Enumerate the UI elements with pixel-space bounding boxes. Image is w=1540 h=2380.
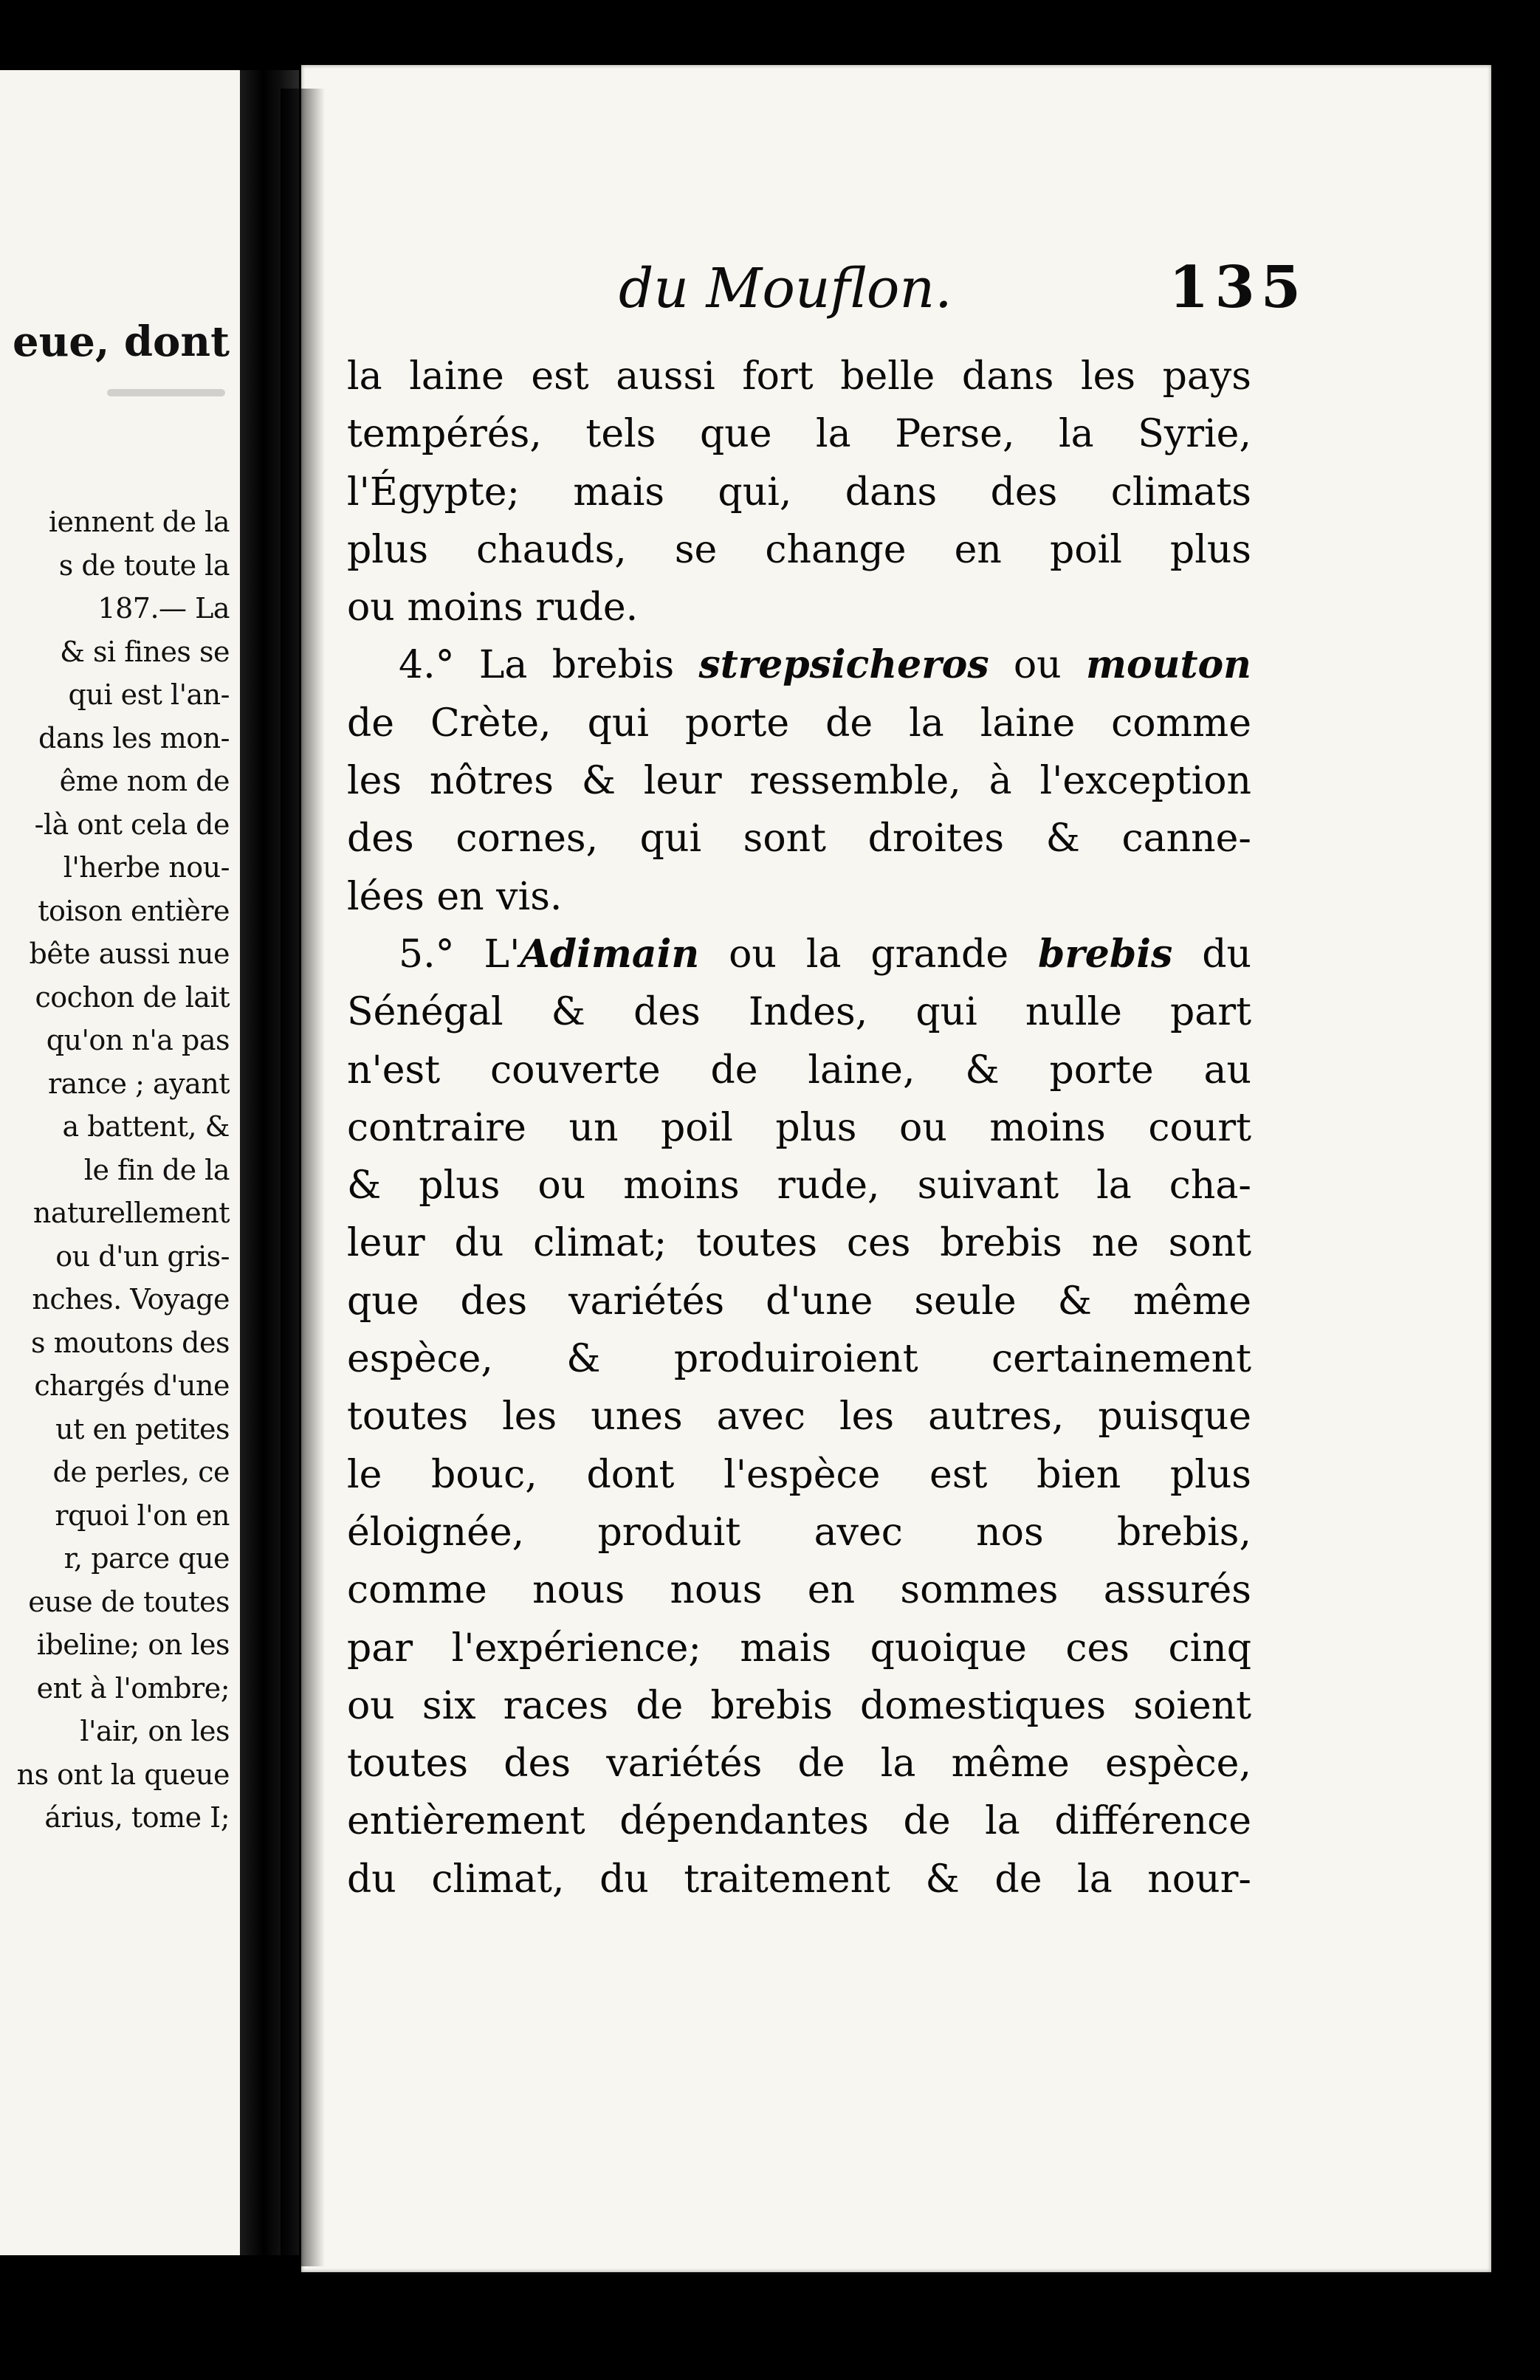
left-page-line: euse de toutes — [28, 1585, 230, 1618]
body-line: lées en vis. — [347, 874, 563, 919]
body-line: l'Égypte; mais qui, dans des climats — [347, 470, 1251, 515]
scan-bottom-edge — [0, 2274, 1540, 2380]
left-page-line: s moutons des — [31, 1326, 230, 1359]
body-line: n'est couverte de laine, & porte au — [347, 1048, 1251, 1093]
body-line: éloignée, produit avec nos brebis, — [347, 1510, 1251, 1555]
body-line: ou six races de brebis domestiques soient — [347, 1683, 1251, 1728]
running-head: du Mouflon. — [619, 257, 952, 320]
left-page-line: ns ont la queue — [16, 1758, 230, 1791]
left-page-line: qui est l'an- — [68, 678, 230, 711]
body-line — [347, 636, 1251, 694]
left-page-line: chargés d'une — [34, 1369, 230, 1402]
left-page-line: -là ont cela de — [34, 808, 230, 841]
left-page-line: bête aussi nue — [29, 938, 230, 970]
left-page-line: l'herbe nou- — [63, 851, 230, 884]
left-page-fragment — [0, 70, 240, 2255]
left-page-line: le fin de la — [83, 1153, 230, 1186]
body-line — [347, 926, 1251, 983]
body-line: des cornes, qui sont droites & canne- — [347, 816, 1251, 861]
left-page-line: de perles, ce — [52, 1456, 230, 1488]
italic-term: strepsicheros — [698, 642, 989, 688]
body-text-run: 4.° La brebis — [399, 643, 699, 688]
left-page-line: ut en petites — [55, 1412, 230, 1445]
body-line: toutes les unes avec les autres, puisque — [347, 1394, 1251, 1440]
left-page-line: & si fines se — [60, 635, 230, 668]
left-page-line: s de toute la — [58, 548, 230, 582]
body-text-run: ou — [989, 643, 1086, 688]
body-line: par l'expérience; mais quoique ces cinq — [347, 1626, 1251, 1671]
body-line: Sénégal & des Indes, qui nulle part — [347, 990, 1251, 1035]
body-text — [347, 348, 1251, 1908]
body-line: les nôtres & leur ressemble, à l'exception — [347, 759, 1251, 804]
body-line: de Crète, qui porte de la laine comme — [347, 701, 1251, 746]
gutter-shadow — [281, 89, 325, 2266]
left-page-line: a battent, & — [62, 1110, 230, 1143]
body-text-run: 5.° L' — [399, 932, 520, 977]
body-line: plus chauds, se change en poil plus — [347, 527, 1251, 572]
body-line: tempérés, tels que la Perse, la Syrie, — [347, 412, 1251, 457]
left-page-line: qu'on n'a pas — [46, 1024, 230, 1056]
faint-bleed-line — [107, 389, 225, 396]
italic-term: Adimain — [520, 931, 700, 977]
left-page-line: árius, tome I; — [44, 1801, 230, 1834]
body-line: que des variétés d'une seule & même — [347, 1279, 1251, 1324]
left-page-line: l'air, on les — [80, 1715, 230, 1747]
left-page-line: rance ; ayant — [47, 1067, 230, 1100]
page-number: 135 — [1169, 254, 1307, 321]
left-page-line: toison entière — [38, 894, 230, 927]
body-line: comme nous nous en sommes assurés — [347, 1568, 1251, 1613]
italic-term: brebis — [1038, 931, 1173, 977]
right-page — [301, 65, 1491, 2272]
left-page-heading: eue, dont — [12, 317, 230, 366]
body-line: & plus ou moins rude, suivant la cha- — [347, 1163, 1251, 1208]
body-line: du climat, du traitement & de la nour- — [347, 1857, 1251, 1902]
left-page-line: naturellement — [32, 1197, 230, 1229]
body-line: espèce, & produiroient certainement — [347, 1337, 1251, 1382]
left-page-line: 187.— La — [97, 592, 230, 625]
left-page-line: rquoi l'on en — [55, 1499, 230, 1532]
page-header — [301, 250, 1491, 331]
body-line: leur du climat; toutes ces brebis ne sont — [347, 1221, 1251, 1266]
body-line: toutes des variétés de la même espèce, — [347, 1741, 1251, 1786]
body-line: entièrement dépendantes de la différence — [347, 1799, 1251, 1844]
body-line: la laine est aussi fort belle dans les pays — [347, 354, 1251, 399]
left-page-line: r, parce que — [63, 1542, 230, 1575]
body-line: contraire un poil plus ou moins court — [347, 1105, 1251, 1150]
body-text-run: du — [1172, 932, 1252, 977]
body-line: ou moins rude. — [347, 585, 639, 630]
left-page-line: dans les mon- — [38, 721, 230, 754]
body-text-run: ou la grande — [699, 932, 1039, 977]
left-page-line: cochon de lait — [35, 980, 230, 1014]
left-page-line: ou d'un gris- — [55, 1239, 230, 1273]
left-page-line: nches. Voyage — [32, 1283, 230, 1315]
left-page-line: ent à l'ombre; — [36, 1671, 230, 1705]
body-line: le bouc, dont l'espèce est bien plus — [347, 1452, 1251, 1497]
left-page-line: iennent de la — [48, 506, 230, 538]
italic-term: mouton — [1085, 642, 1251, 688]
left-page-line: ême nom de — [59, 765, 230, 797]
left-page-line: ibeline; on les — [36, 1628, 230, 1661]
